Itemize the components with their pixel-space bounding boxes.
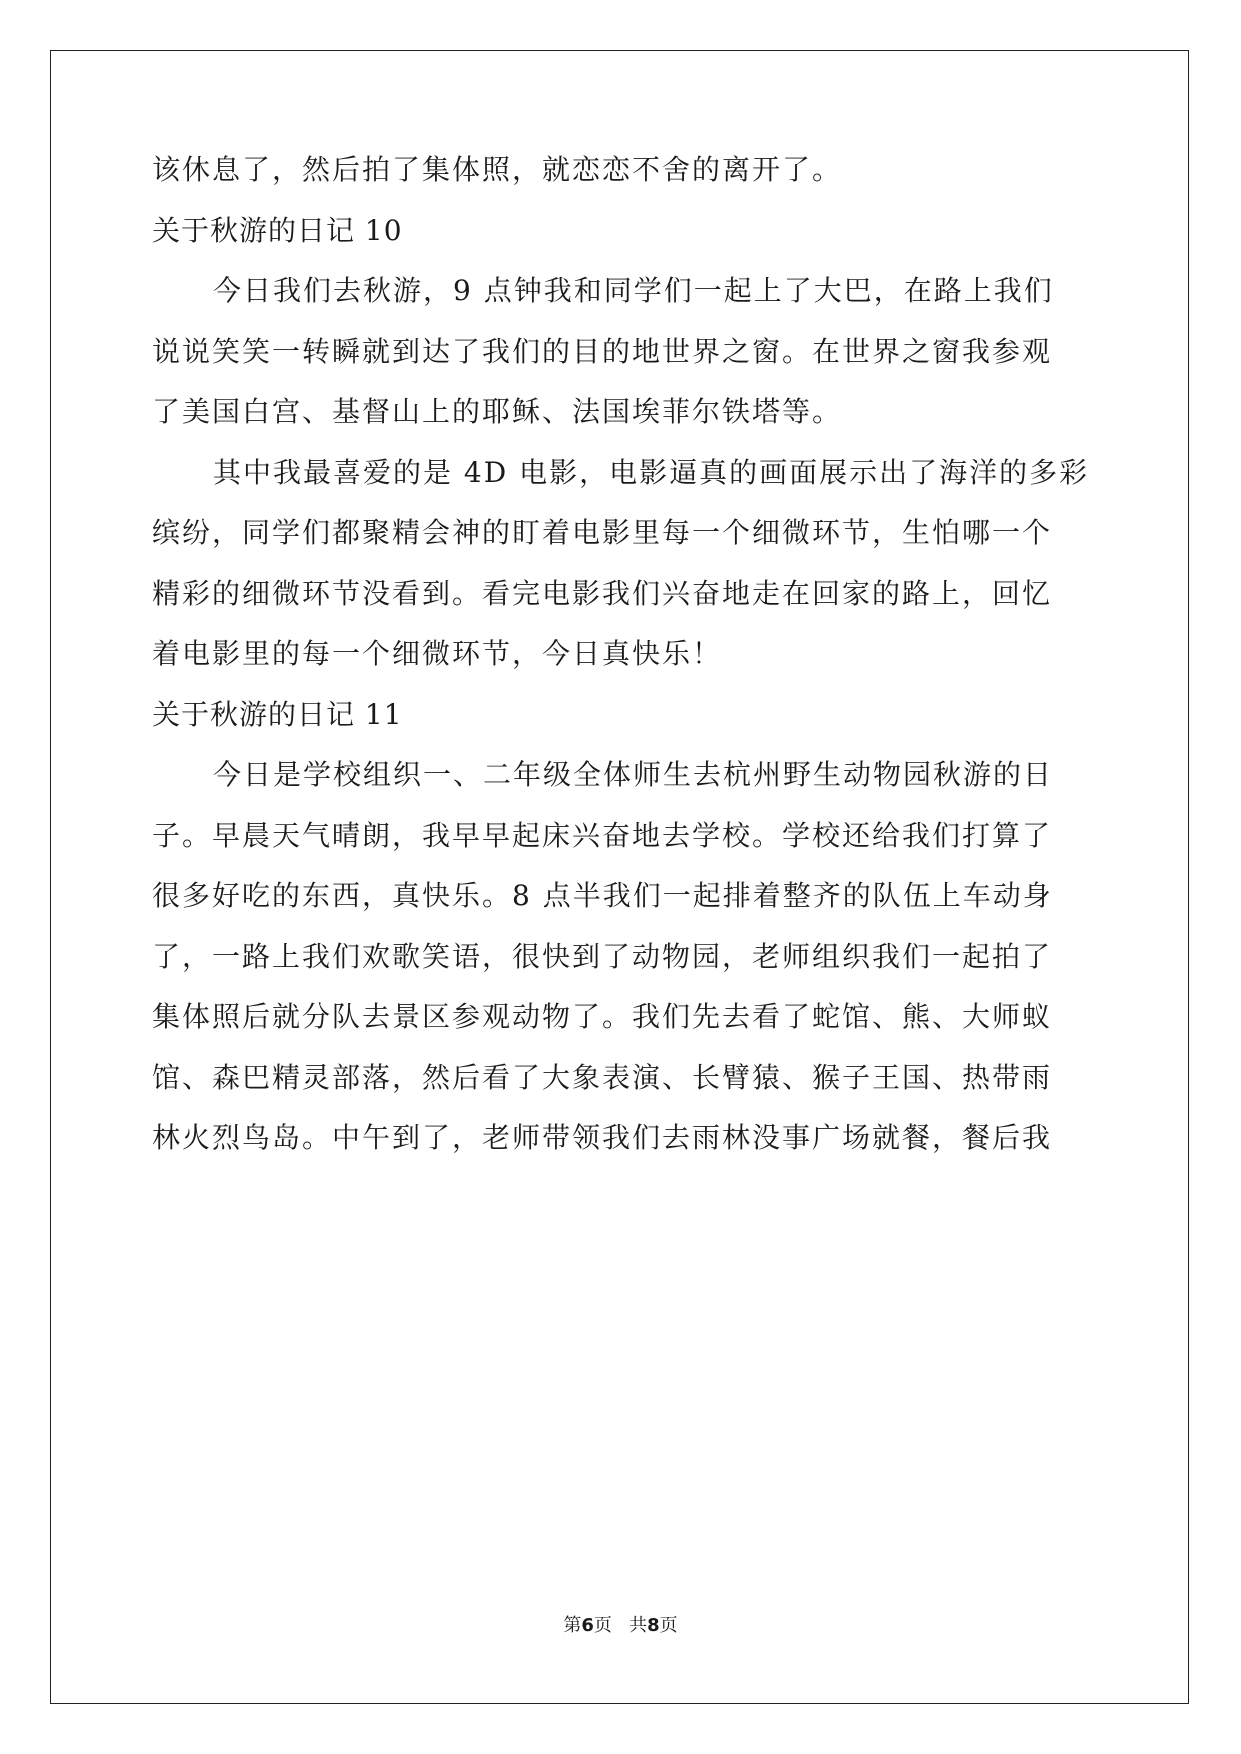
text-line: 今日我们去秋游，9 点钟我和同学们一起上了大巴，在路上我们 [213,274,1054,307]
text-line: 很多好吃的东西，真快乐。8 点半我们一起排着整齐的队伍上车动身 [152,879,1053,912]
section-heading: 关于秋游的日记 10 [152,213,403,247]
text-line: 该休息了，然后拍了集体照，就恋恋不舍的离开了。 [152,153,843,186]
text-line: 集体照后就分队去景区参观动物了。我们先去看了蛇馆、熊、大师蚁 [152,1000,1053,1033]
text-line: 馆、森巴精灵部落，然后看了大象表演、长臂猿、猴子王国、热带雨 [152,1060,1053,1094]
text-line: 着电影里的每一个细微环节，今日真快乐！ [152,637,723,670]
text-line: 今日是学校组织一、二年级全体师生去杭州野生动物园秋游的日 [213,758,1054,791]
text-line: 缤纷，同学们都聚精会神的盯着电影里每一个细微环节，生怕哪一个 [152,516,1053,549]
section-heading: 关于秋游的日记 11 [152,697,403,731]
total-suffix: 页 [659,1615,678,1636]
page-prefix: 第 [563,1615,582,1636]
text-line: 其中我最喜爱的是 4D 电影，电影逼真的画面展示出了海洋的多彩 [213,455,1090,489]
page-total: 8 [647,1615,660,1636]
text-line: 了美国白宫、基督山上的耶稣、法国埃菲尔铁塔等。 [152,395,843,428]
text-line: 林火烈鸟岛。中午到了，老师带领我们去雨林没事广场就餐，餐后我 [152,1121,1053,1154]
text-line: 了，一路上我们欢歌笑语，很快到了动物园，老师组织我们一起拍了 [152,939,1053,973]
page-current: 6 [581,1615,594,1636]
page-footer [0,1614,1241,1638]
total-prefix: 共 [629,1615,648,1636]
page-suffix: 页 [593,1615,612,1636]
text-line: 说说笑笑一转瞬就到达了我们的目的地世界之窗。在世界之窗我参观 [152,334,1053,368]
text-line: 精彩的细微环节没看到。看完电影我们兴奋地走在回家的路上，回忆 [152,576,1053,610]
text-line: 子。早晨天气晴朗，我早早起床兴奋地去学校。学校还给我们打算了 [152,818,1053,852]
